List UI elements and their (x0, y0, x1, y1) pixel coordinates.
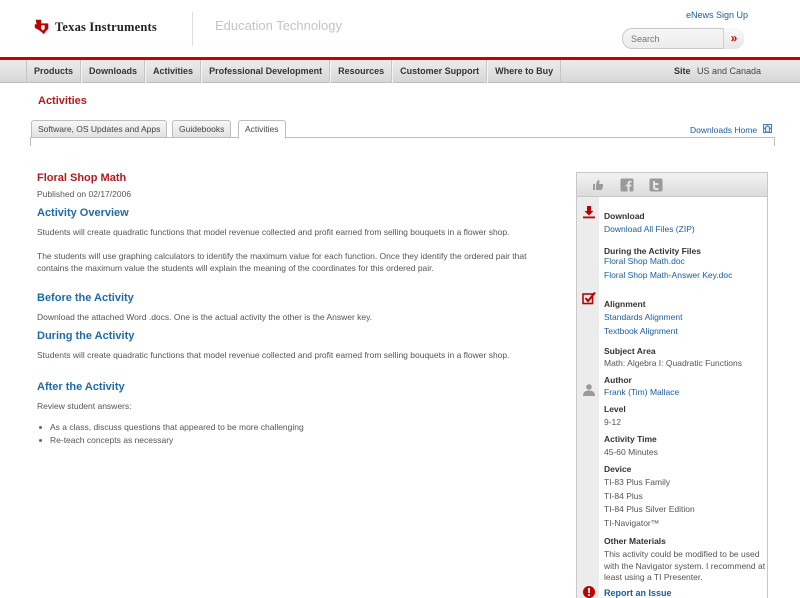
author-label: Author (604, 375, 632, 385)
thumbs-up-icon[interactable] (591, 178, 605, 192)
checkbox-check-icon (582, 291, 596, 305)
device-item: TI-83 Plus Family (604, 477, 671, 487)
panel-icon-column (577, 197, 599, 598)
main-nav (0, 60, 800, 83)
site-selector[interactable]: US and Canada (697, 66, 762, 76)
overview-text-1: Students will create quadratic functions that model revenue collected and profit earned from selling bouquets in a flower shop. (37, 227, 510, 237)
page-title: Activities (38, 95, 87, 107)
nav-items (26, 60, 561, 83)
activity-title: Floral Shop Math (37, 172, 127, 184)
list-item: As a class, discuss questions that appeared to be more challenging (37, 421, 304, 434)
device-item: TI-Navigator™ (604, 518, 660, 528)
nav-activities[interactable]: Activities (145, 60, 201, 83)
after-heading: After the Activity (37, 381, 125, 393)
activity-time-value: 45-60 Minutes (604, 447, 658, 457)
downloads-home-link[interactable]: Downloads Home (690, 125, 758, 135)
device-item: TI-84 Plus (604, 491, 643, 501)
level-label: Level (604, 404, 626, 414)
nav-customer-support[interactable]: Customer Support (392, 60, 487, 83)
after-bullet-list (37, 421, 304, 446)
device-label: Device (604, 464, 632, 474)
tab-guidebooks[interactable]: Guidebooks (172, 120, 231, 138)
enews-signup-link[interactable]: eNews Sign Up (686, 10, 749, 20)
nav-resources[interactable]: Resources (330, 60, 392, 83)
file-link-activity[interactable]: Floral Shop Math.doc (604, 256, 685, 266)
list-item: Re-teach concepts as necessary (37, 434, 304, 447)
download-icon (582, 205, 596, 219)
site-label: Site (674, 66, 691, 76)
overview-text-2: The students will use graphing calculators to identify the maximum value for each function. Once they identify the ordered pair that contains the maximum value the students will explain the meaning of the coordinates for this ordered pair. (37, 251, 527, 273)
alignment-label: Alignment (604, 299, 646, 309)
nav-products[interactable]: Products (26, 60, 81, 83)
other-materials-label: Other Materials (604, 536, 666, 546)
before-heading: Before the Activity (37, 292, 134, 304)
ti-logo[interactable] (33, 18, 157, 36)
tab-panel-edge-left (30, 137, 31, 146)
nav-where-to-buy[interactable]: Where to Buy (487, 60, 561, 83)
twitter-icon[interactable] (649, 178, 663, 192)
header-subtitle: Education Technology (215, 18, 342, 33)
subject-area-label: Subject Area (604, 346, 656, 356)
header-divider (192, 12, 193, 46)
share-bar (577, 173, 767, 197)
tab-activities[interactable]: Activities (238, 120, 286, 139)
other-materials-value: This activity could be modified to be used with the Navigator system. I recommend at least using a TI Presenter. (604, 549, 766, 582)
nav-downloads[interactable]: Downloads (81, 60, 145, 83)
tab-software-os-updates[interactable]: Software, OS Updates and Apps (31, 120, 167, 138)
activity-details-panel (576, 172, 768, 598)
during-heading: During the Activity (37, 330, 135, 342)
nav-professional-development[interactable]: Professional Development (201, 60, 330, 83)
site-header (0, 0, 800, 57)
warning-icon[interactable] (582, 585, 596, 598)
during-text: Students will create quadratic functions that model revenue collected and profit earned from selling bouquets in a flower shop. (37, 350, 510, 360)
logo-text: Texas Instruments (55, 19, 157, 34)
during-files-label: During the Activity Files (604, 246, 701, 256)
standards-alignment-link[interactable]: Standards Alignment (604, 312, 683, 322)
search-box (622, 28, 744, 49)
file-link-answer-key[interactable]: Floral Shop Math-Answer Key.doc (604, 270, 733, 280)
facebook-icon[interactable] (620, 178, 634, 192)
tab-panel-edge-right (774, 137, 775, 146)
activity-time-label: Activity Time (604, 434, 657, 444)
home-icon[interactable] (763, 124, 772, 133)
before-text: Download the attached Word .docs. One is the actual activity the other is the Answer key. (37, 312, 373, 322)
author-link[interactable]: Frank (Tim) Mallace (604, 387, 680, 397)
author-icon (582, 383, 596, 397)
download-label: Download (604, 211, 645, 221)
published-date: Published on 02/17/2006 (37, 189, 132, 199)
search-input[interactable] (631, 32, 721, 46)
report-issue-link[interactable]: Report an Issue (604, 588, 672, 598)
download-all-link[interactable]: Download All Files (ZIP) (604, 224, 695, 234)
texas-state-logo-icon (33, 18, 51, 36)
subject-area-value: Math: Algebra I: Quadratic Functions (604, 358, 742, 368)
after-text: Review student answers: (37, 401, 132, 411)
search-submit-button[interactable]: » (723, 28, 744, 49)
device-item: TI-84 Plus Silver Edition (604, 504, 695, 514)
level-value: 9-12 (604, 417, 622, 427)
overview-heading: Activity Overview (37, 207, 129, 219)
textbook-alignment-link[interactable]: Textbook Alignment (604, 326, 678, 336)
